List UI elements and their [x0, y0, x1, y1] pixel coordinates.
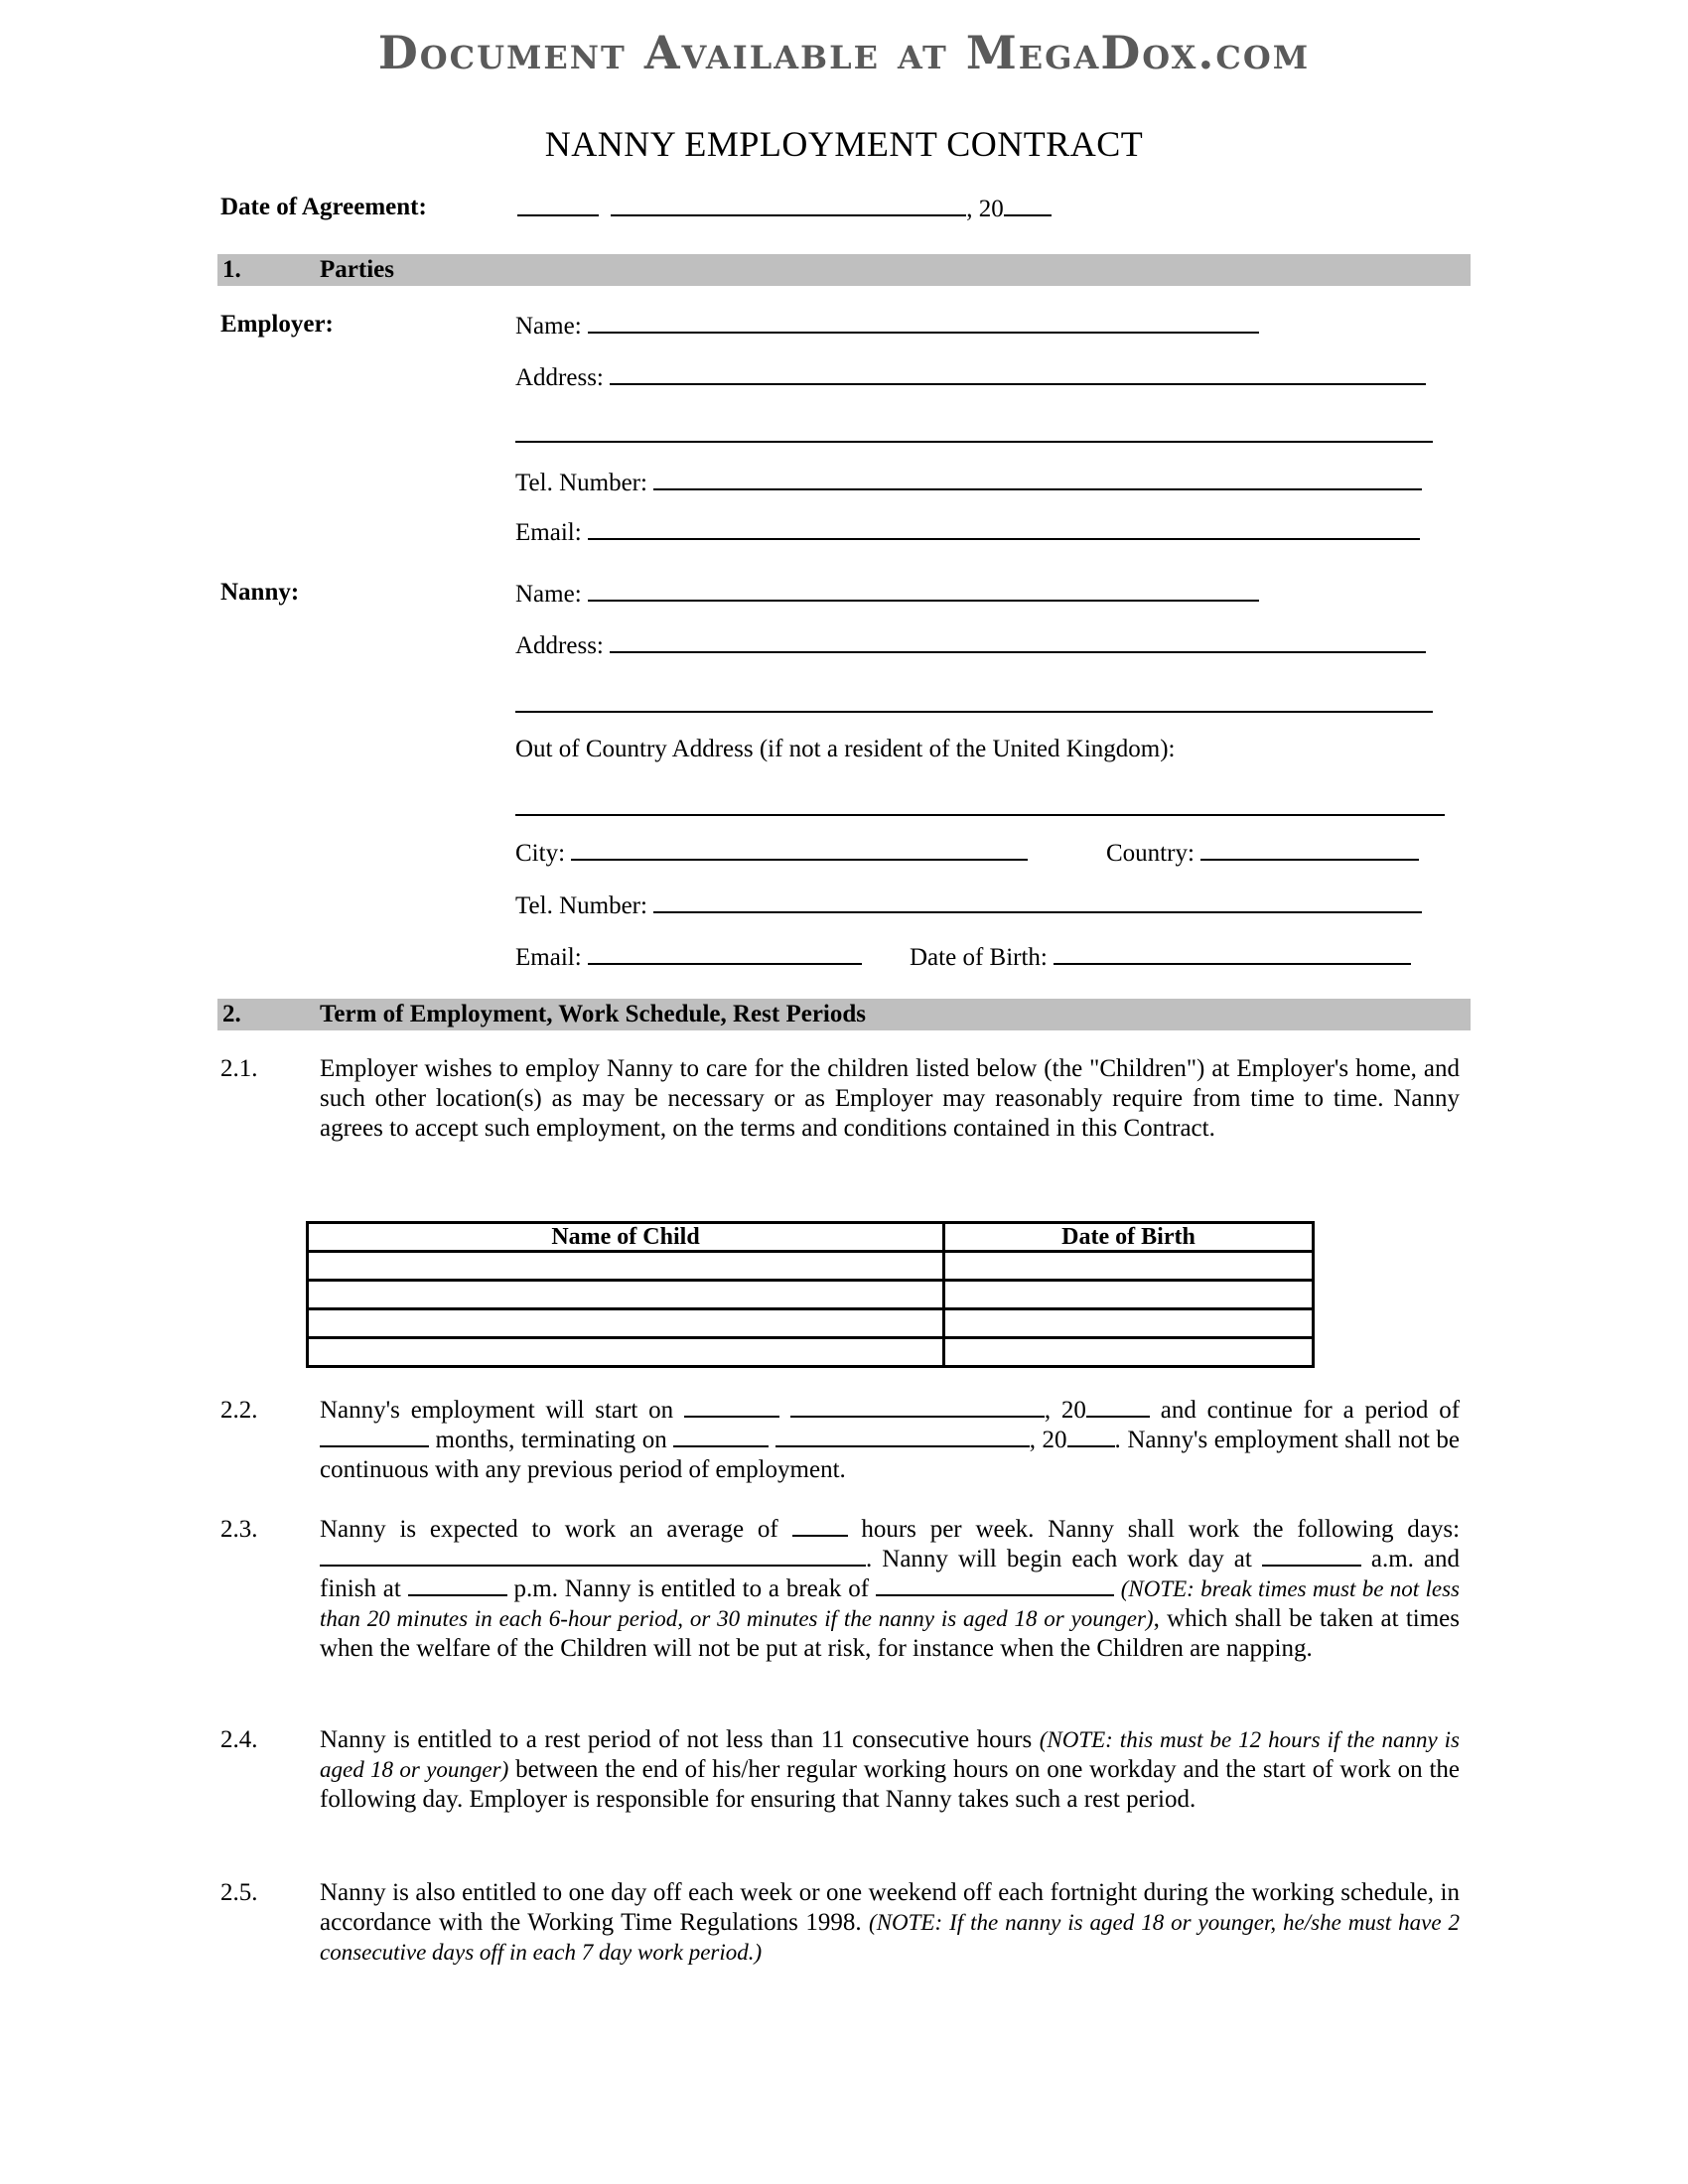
employer-tel-row — [515, 467, 1422, 498]
employer-address-blank[interactable] — [610, 361, 1426, 385]
section-1-heading-bar — [217, 254, 1471, 286]
table-row — [308, 1252, 1314, 1281]
start-day-blank[interactable] — [684, 1396, 779, 1418]
employer-address-line-2[interactable] — [515, 441, 1433, 443]
megadox-watermark: Document Available at MegaDox.com — [377, 26, 1311, 79]
break-length-blank[interactable] — [876, 1574, 1114, 1596]
clause-text: , 20 — [1044, 1397, 1086, 1424]
nanny-country-row — [1106, 837, 1419, 869]
table-row — [308, 1281, 1314, 1309]
agreement-year-blank[interactable] — [1004, 193, 1052, 216]
section-number: 1. — [222, 256, 241, 283]
work-days-blank[interactable] — [320, 1545, 866, 1567]
clause-2-3-text — [320, 1515, 1460, 1664]
clause-text: Nanny is entitled to a rest period of not less than 11 consecutive hours — [320, 1726, 1033, 1753]
nanny-tel-blank[interactable] — [653, 889, 1422, 913]
column-header-name-of-child: Name of Child — [308, 1223, 944, 1252]
clause-2-5-number: 2.5. — [220, 1879, 258, 1906]
clause-note: (NOTE: this must be 12 hours if the nanny is aged 18 or younger) — [320, 1727, 1460, 1782]
employer-email-label: Email: — [515, 519, 582, 546]
nanny-city-row — [515, 837, 1028, 869]
clause-text: p.m. Nanny is entitled to a break of — [513, 1575, 870, 1602]
period-months-blank[interactable] — [320, 1426, 429, 1447]
child-dob-cell[interactable] — [944, 1309, 1314, 1338]
nanny-name-row — [515, 578, 1259, 610]
nanny-tel-row — [515, 889, 1422, 921]
clause-text: , which shall be taken at times when the welfare of the Children will not be put at risk, for instance when the Children are napping. — [320, 1605, 1460, 1662]
agreement-day-blank[interactable] — [517, 193, 599, 216]
child-name-cell[interactable] — [308, 1338, 944, 1367]
nanny-address-blank[interactable] — [610, 629, 1426, 653]
employer-name-blank[interactable] — [588, 310, 1259, 334]
nanny-dob-blank[interactable] — [1054, 941, 1411, 965]
nanny-email-row — [515, 941, 862, 973]
nanny-dob-row — [910, 941, 1411, 973]
employer-name-label: Name: — [515, 313, 582, 340]
child-name-cell[interactable] — [308, 1252, 944, 1281]
table-row — [308, 1309, 1314, 1338]
date-of-agreement-field[interactable] — [517, 193, 1052, 224]
employer-name-row — [515, 310, 1259, 341]
clause-text: . Nanny will begin each work day at — [866, 1546, 1252, 1572]
clause-2-4-number: 2.4. — [220, 1726, 258, 1753]
end-day-blank[interactable] — [673, 1426, 769, 1447]
nanny-city-label: City: — [515, 840, 566, 867]
agreement-year-prefix: , 20 — [966, 196, 1004, 222]
nanny-address-line-2[interactable] — [515, 711, 1433, 713]
agreement-month-blank[interactable] — [611, 193, 966, 216]
child-name-cell[interactable] — [308, 1309, 944, 1338]
clause-text: Nanny is expected to work an average of — [320, 1516, 778, 1543]
nanny-email-label: Email: — [515, 944, 582, 971]
employer-address-row — [515, 361, 1426, 393]
employer-tel-label: Tel. Number: — [515, 470, 647, 496]
nanny-address-row — [515, 629, 1426, 661]
clause-2-4-text — [320, 1725, 1460, 1815]
nanny-country-label: Country: — [1106, 840, 1195, 867]
nanny-email-blank[interactable] — [588, 941, 862, 965]
date-of-agreement-label: Date of Agreement: — [220, 194, 427, 220]
employer-email-row — [515, 516, 1420, 548]
section-heading: Parties — [320, 256, 394, 283]
nanny-name-blank[interactable] — [588, 578, 1259, 602]
employer-address-label: Address: — [515, 364, 604, 391]
nanny-out-of-country-label: Out of Country Address (if not a resident of the United Kingdom): — [515, 736, 1176, 762]
clause-text: a.m. and finish at — [320, 1546, 1461, 1602]
nanny-tel-label: Tel. Number: — [515, 892, 647, 919]
employer-label: Employer: — [220, 311, 334, 338]
child-dob-cell[interactable] — [944, 1252, 1314, 1281]
clause-note: (NOTE: break times must be not less than 20 minutes in each 6-hour period, or 30 minutes if the nanny is aged 18 or younger) — [320, 1576, 1460, 1631]
hours-per-week-blank[interactable] — [792, 1515, 848, 1537]
end-month-blank[interactable] — [775, 1426, 1030, 1447]
table-header-row — [308, 1223, 1314, 1252]
finish-time-blank[interactable] — [408, 1574, 507, 1596]
nanny-country-blank[interactable] — [1200, 837, 1419, 861]
clause-2-1-text: Employer wishes to employ Nanny to care for the children listed below (the "Children") at Employer's home, and such other location(s) as may be necessary or as Employer may reasonably require from time to time. Nanny agrees to accept such employment, on the terms and conditions contained in this Contract. — [320, 1055, 1460, 1142]
clause-2-2-number: 2.2. — [220, 1397, 258, 1424]
nanny-label: Nanny: — [220, 579, 300, 606]
section-2-heading-bar — [217, 999, 1471, 1030]
clause-text: Nanny's employment will start on — [320, 1397, 674, 1424]
clause-text: and continue for a period of — [1160, 1397, 1461, 1424]
end-year-blank[interactable] — [1067, 1426, 1115, 1447]
clause-note: (NOTE: If the nanny is aged 18 or younger, he/she must have 2 consecutive days off in each 7 day work period.) — [320, 1910, 1461, 1965]
section-number: 2. — [222, 1001, 241, 1027]
nanny-address-label: Address: — [515, 632, 604, 659]
clause-2-5-text — [320, 1878, 1460, 1968]
nanny-city-blank[interactable] — [571, 837, 1028, 861]
clause-text: , 20 — [1029, 1427, 1067, 1453]
table-row — [308, 1338, 1314, 1367]
clause-text: . Nanny's employment shall not be continuous with any previous period of employment. — [320, 1427, 1461, 1483]
employer-email-blank[interactable] — [588, 516, 1420, 540]
clause-text: between the end of his/her regular working hours on one workday and the start of work on the following day. Employer is responsible for ensuring that Nanny takes such a rest period. — [320, 1756, 1461, 1813]
child-dob-cell[interactable] — [944, 1338, 1314, 1367]
column-header-date-of-birth: Date of Birth — [944, 1223, 1314, 1252]
child-dob-cell[interactable] — [944, 1281, 1314, 1309]
start-time-blank[interactable] — [1262, 1545, 1361, 1567]
employer-tel-blank[interactable] — [653, 467, 1422, 490]
child-name-cell[interactable] — [308, 1281, 944, 1309]
children-table — [306, 1221, 1315, 1368]
nanny-name-label: Name: — [515, 581, 582, 608]
clause-text: months, terminating on — [435, 1427, 667, 1453]
document-title: NANNY EMPLOYMENT CONTRACT — [544, 124, 1144, 164]
clause-text: hours per week. Nanny shall work the following days: — [861, 1516, 1461, 1543]
clause-2-2-text — [320, 1396, 1460, 1485]
clause-2-3-number: 2.3. — [220, 1516, 258, 1543]
clause-text: Nanny is also entitled to one day off each week or one weekend off each fortnight during the working schedule, in accordance with the Working Time Regulations 1998. — [320, 1879, 1460, 1936]
clause-2-1-number: 2.1. — [220, 1055, 258, 1082]
start-year-blank[interactable] — [1086, 1396, 1150, 1418]
nanny-dob-label: Date of Birth: — [910, 944, 1048, 971]
start-month-blank[interactable] — [790, 1396, 1045, 1418]
nanny-out-of-country-line[interactable] — [515, 814, 1445, 816]
section-heading: Term of Employment, Work Schedule, Rest Periods — [320, 1001, 866, 1027]
